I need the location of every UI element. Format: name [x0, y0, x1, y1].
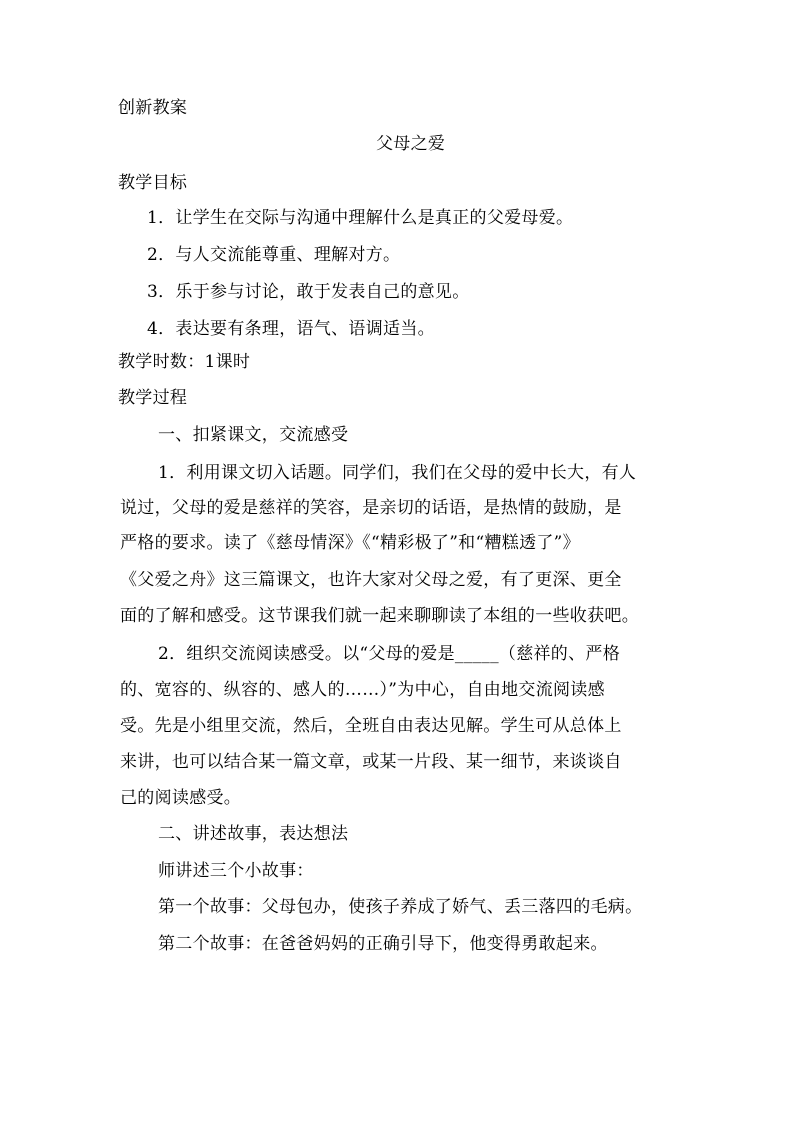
goals-heading: 教学目标: [118, 173, 188, 193]
paragraph-line: 面的了解和感受。这节课我们就一起来聊聊读了本组的一些收获吧。: [120, 606, 639, 626]
paragraph-line: 的、宽容的、纵容的、感人的……）”为中心，自由地交流阅读感: [120, 680, 605, 700]
goal-item: 1．让学生在交际与沟通中理解什么是真正的父爱母爱。: [147, 208, 574, 228]
paragraph-line: 己的阅读感受。: [120, 788, 242, 808]
goal-item: 2．与人交流能尊重、理解对方。: [147, 245, 401, 265]
story-item: 第二个故事：在爸爸妈妈的正确引导下，他变得勇敢起来。: [158, 934, 608, 954]
teaching-hours: 教学时数：1课时: [118, 352, 251, 372]
goal-item: 4．表达要有条理，语气、语调适当。: [147, 319, 435, 339]
paragraph-line: 2．组织交流阅读感受。以“父母的爱是_____（慈祥的、严格: [158, 644, 621, 664]
stories-intro: 师讲述三个小故事：: [158, 861, 314, 881]
paragraph-line: 说过，父母的爱是慈祥的笑容，是亲切的话语，是热情的鼓励，是: [120, 498, 622, 518]
paragraph-line: 《父爱之舟》这三篇课文，也许大家对父母之爱，有了更深、更全: [120, 570, 622, 590]
doc-title: 父母之爱: [376, 134, 446, 154]
doc-header: 创新教案: [118, 98, 188, 118]
section-heading: 二、讲述故事，表达想法: [158, 824, 349, 844]
process-heading: 教学过程: [118, 388, 188, 408]
paragraph-line: 1．利用课文切入话题。同学们，我们在父母的爱中长大，有人: [158, 463, 637, 483]
paragraph-line: 严格的要求。读了《慈母情深》《“精彩极了”和“糟糕透了”》: [120, 533, 580, 553]
paragraph-line: 受。先是小组里交流，然后，全班自由表达见解。学生可从总体上: [120, 716, 622, 736]
section-heading: 一、扣紧课文，交流感受: [158, 425, 349, 445]
goal-item: 3．乐于参与讨论，敢于发表自己的意见。: [147, 282, 470, 302]
story-item: 第一个故事：父母包办，使孩子养成了娇气、丢三落四的毛病。: [158, 897, 643, 917]
paragraph-line: 来讲，也可以结合某一篇文章，或某一片段、某一细节，来谈谈自: [120, 752, 622, 772]
